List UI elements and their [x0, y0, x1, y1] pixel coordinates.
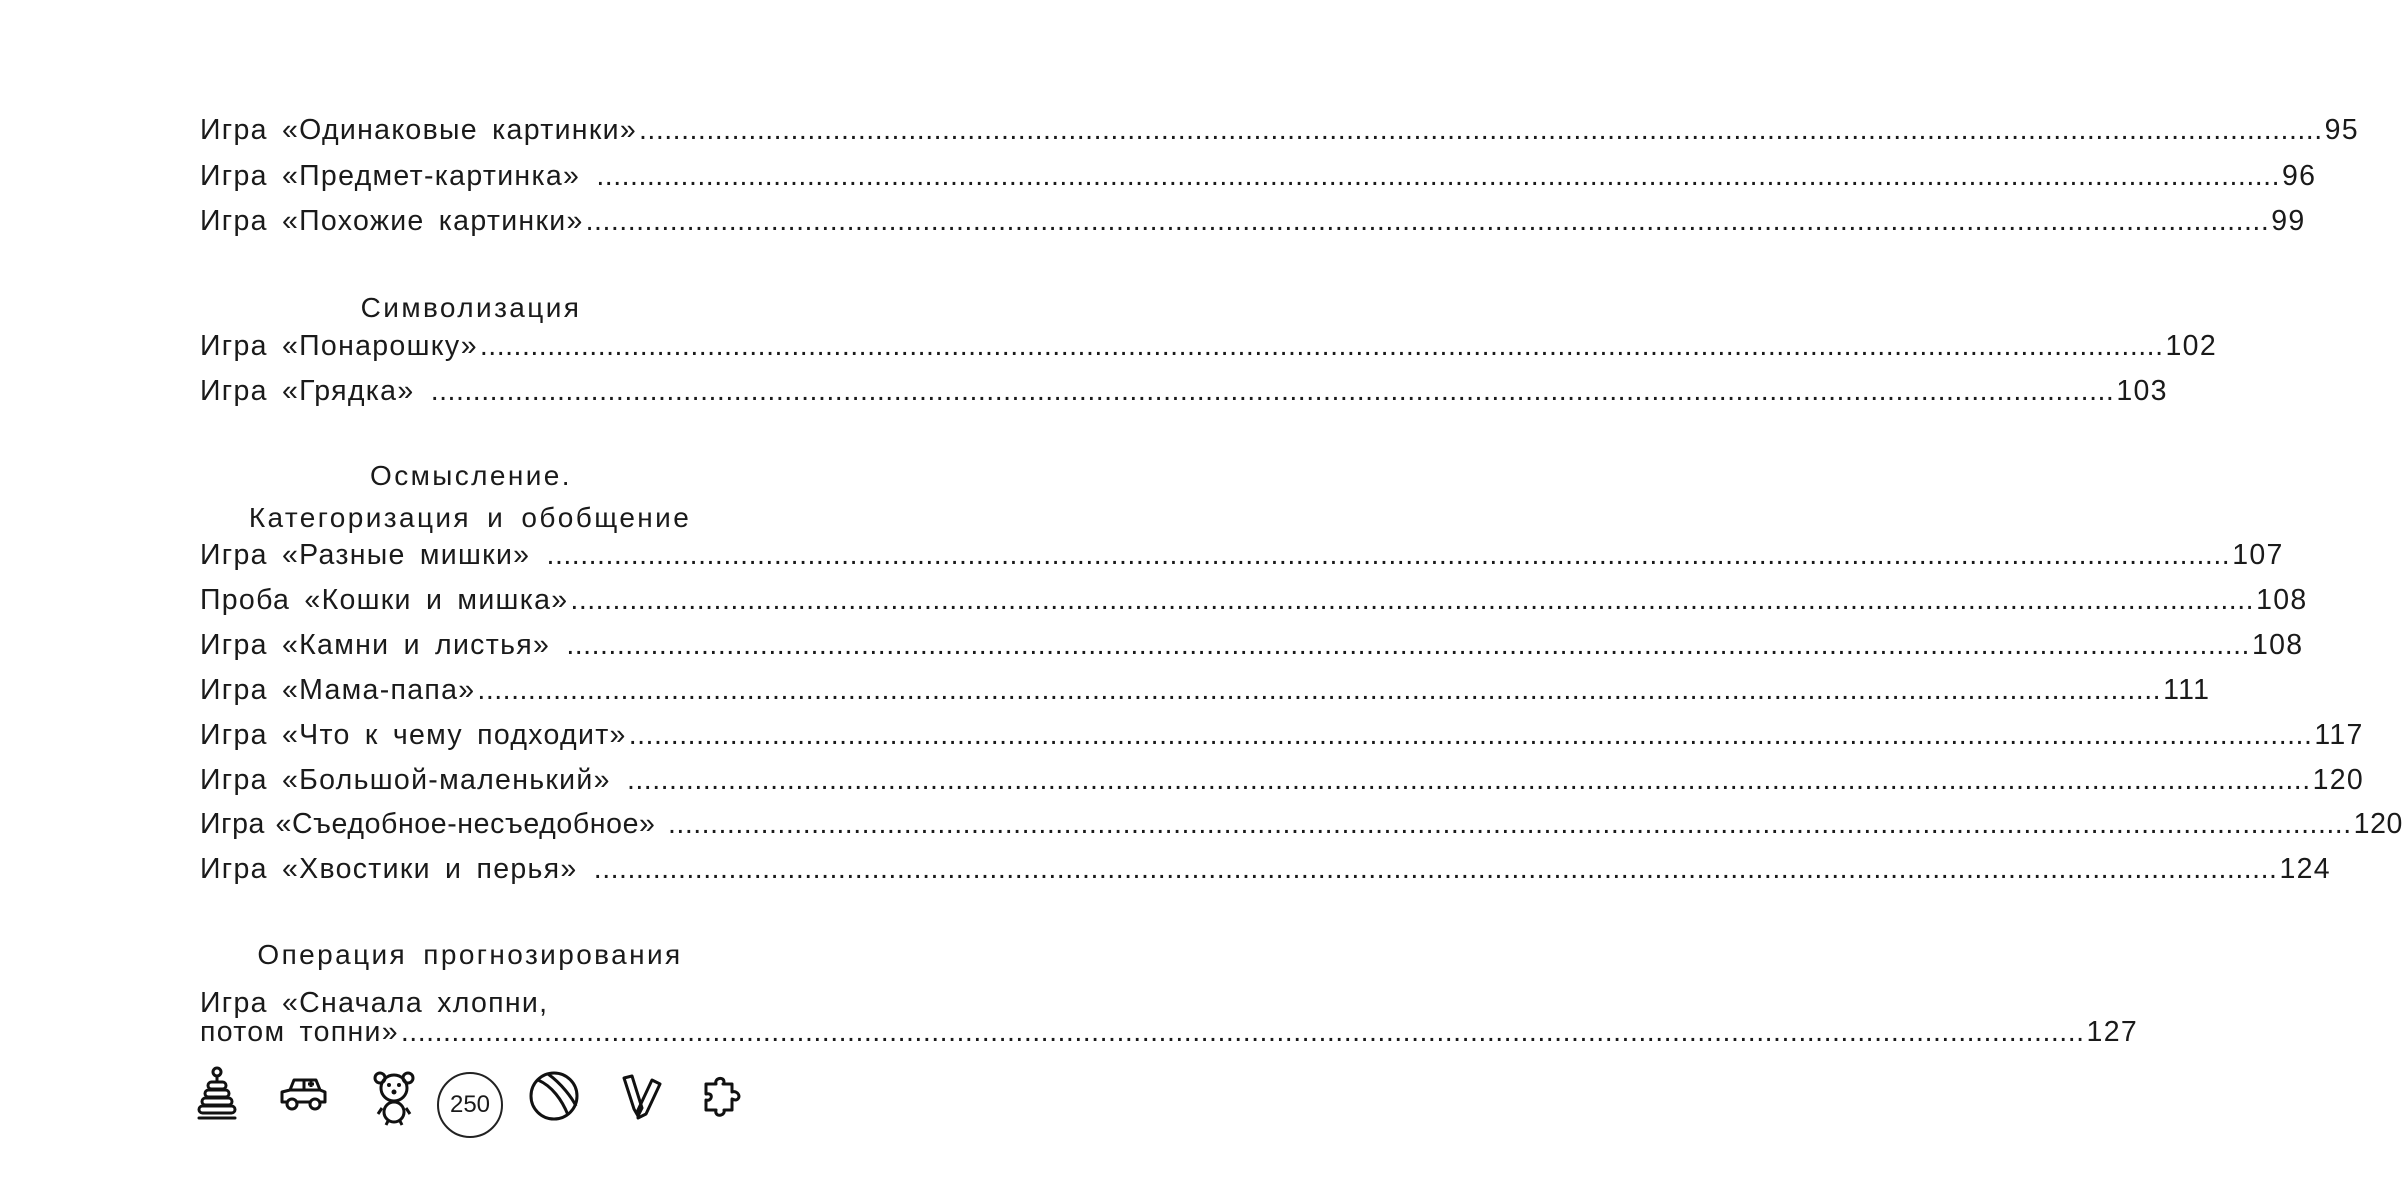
- toc-entry-title: Игра «Хвостики и перья»: [200, 853, 592, 885]
- pyramid-toy-icon: [195, 1066, 239, 1124]
- toc-entry-title: Игра «Похожие картинки»: [200, 205, 584, 237]
- dot-leader: ........................................................................................................................................................................................................: [430, 375, 2115, 407]
- toc-entry-page: 117: [2314, 719, 2364, 751]
- dot-leader: ........................................................................................................................................................................................................: [668, 808, 2352, 840]
- toc-entry[interactable]: [200, 330, 2217, 374]
- toc-entry[interactable]: [200, 160, 2317, 204]
- toc-entry-title: Игра «Разные мишки»: [200, 539, 545, 571]
- toc-entry-page: 99: [2271, 205, 2306, 237]
- toc-entry-page: 108: [2256, 584, 2308, 616]
- toc-entry-title-line1: Игра «Сначала хлопни,: [200, 987, 549, 1019]
- toc-entry-title: Игра «Одинаковые картинки»: [200, 114, 637, 146]
- toc-entry-page: 103: [2116, 375, 2168, 407]
- dot-leader: ........................................................................................................................................................................................................: [628, 719, 2313, 751]
- toc-entry[interactable]: [200, 808, 2403, 852]
- toc-entry-page: 127: [2086, 1016, 2138, 1048]
- toc-entry-page: 120: [2353, 808, 2403, 840]
- toc-entry-title: Игра «Предмет-картинка»: [200, 160, 595, 192]
- toc-entry-title: Игра «Большой-маленький»: [200, 764, 625, 796]
- dot-leader: ........................................................................................................................................................................................................: [585, 205, 2270, 237]
- toc-entry-title-line2: потом топни»: [200, 1016, 399, 1048]
- pencils-icon: [618, 1072, 664, 1122]
- dot-leader: ........................................................................................................................................................................................................: [638, 114, 2323, 146]
- dot-leader: ........................................................................................................................................................................................................: [546, 539, 2231, 571]
- toc-entry[interactable]: [200, 853, 2331, 897]
- toc-entry[interactable]: [200, 719, 2364, 763]
- toc-entry-page: 95: [2324, 114, 2359, 146]
- section-heading: Символизация: [360, 292, 582, 323]
- toc-entry-title: Игра «Съедобное-несъедобное»: [200, 808, 666, 840]
- toc-entry-page: 120: [2312, 764, 2365, 796]
- toc-entry[interactable]: [200, 1016, 2138, 1060]
- toc-entry-page: 124: [2279, 853, 2331, 885]
- dot-leader: ........................................................................................................................................................................................................: [626, 764, 2311, 796]
- dot-leader: ........................................................................................................................................................................................................: [596, 160, 2281, 192]
- toc-entry-title: Игра «Мама-папа»: [200, 674, 476, 706]
- teddy-bear-icon: [372, 1070, 416, 1126]
- section-heading: Осмысление.: [370, 460, 572, 491]
- dot-leader: ........................................................................................................................................................................................................: [570, 584, 2255, 616]
- dot-leader: ........................................................................................................................................................................................................: [479, 330, 2164, 362]
- toc-entry-page: 108: [2251, 629, 2304, 661]
- dot-leader: ........................................................................................................................................................................................................: [477, 674, 2162, 706]
- toc-entry[interactable]: [200, 114, 2359, 158]
- dot-leader: ........................................................................................................................................................................................................: [566, 629, 2250, 661]
- dot-leader: ........................................................................................................................................................................................................: [593, 853, 2278, 885]
- puzzle-piece-icon: [700, 1074, 748, 1120]
- toc-entry[interactable]: [200, 584, 2308, 628]
- toc-entry[interactable]: [200, 674, 2211, 718]
- dot-leader: ........................................................................................................................................................................................................: [400, 1016, 2085, 1048]
- toc-entry-page: 96: [2282, 160, 2317, 192]
- toc-entry-title: Игра «Что к чему подходит»: [200, 719, 627, 751]
- toc-entry-title: Игра «Понарошку»: [200, 330, 478, 362]
- toc-entry-title: Проба «Кошки и мишка»: [200, 584, 569, 616]
- toc-entry[interactable]: [200, 375, 2168, 419]
- toc-entry[interactable]: [200, 764, 2365, 808]
- toc-entry-title: Игра «Камни и листья»: [200, 629, 565, 661]
- page-number: 250: [437, 1072, 503, 1138]
- toy-car-icon: [278, 1074, 328, 1114]
- toc-entry[interactable]: [200, 629, 2304, 673]
- toc-entry[interactable]: [200, 205, 2306, 249]
- ball-icon: [528, 1070, 580, 1122]
- toc-entry-page: 111: [2163, 674, 2211, 706]
- toc-entry[interactable]: [200, 539, 2284, 583]
- toc-entry-page: 102: [2165, 330, 2217, 362]
- toc-entry-page: 107: [2232, 539, 2284, 571]
- section-heading: Операция прогнозирования: [257, 939, 683, 970]
- section-heading: Категоризация и обобщение: [248, 502, 692, 533]
- toc-entry-title: Игра «Грядка»: [200, 375, 429, 407]
